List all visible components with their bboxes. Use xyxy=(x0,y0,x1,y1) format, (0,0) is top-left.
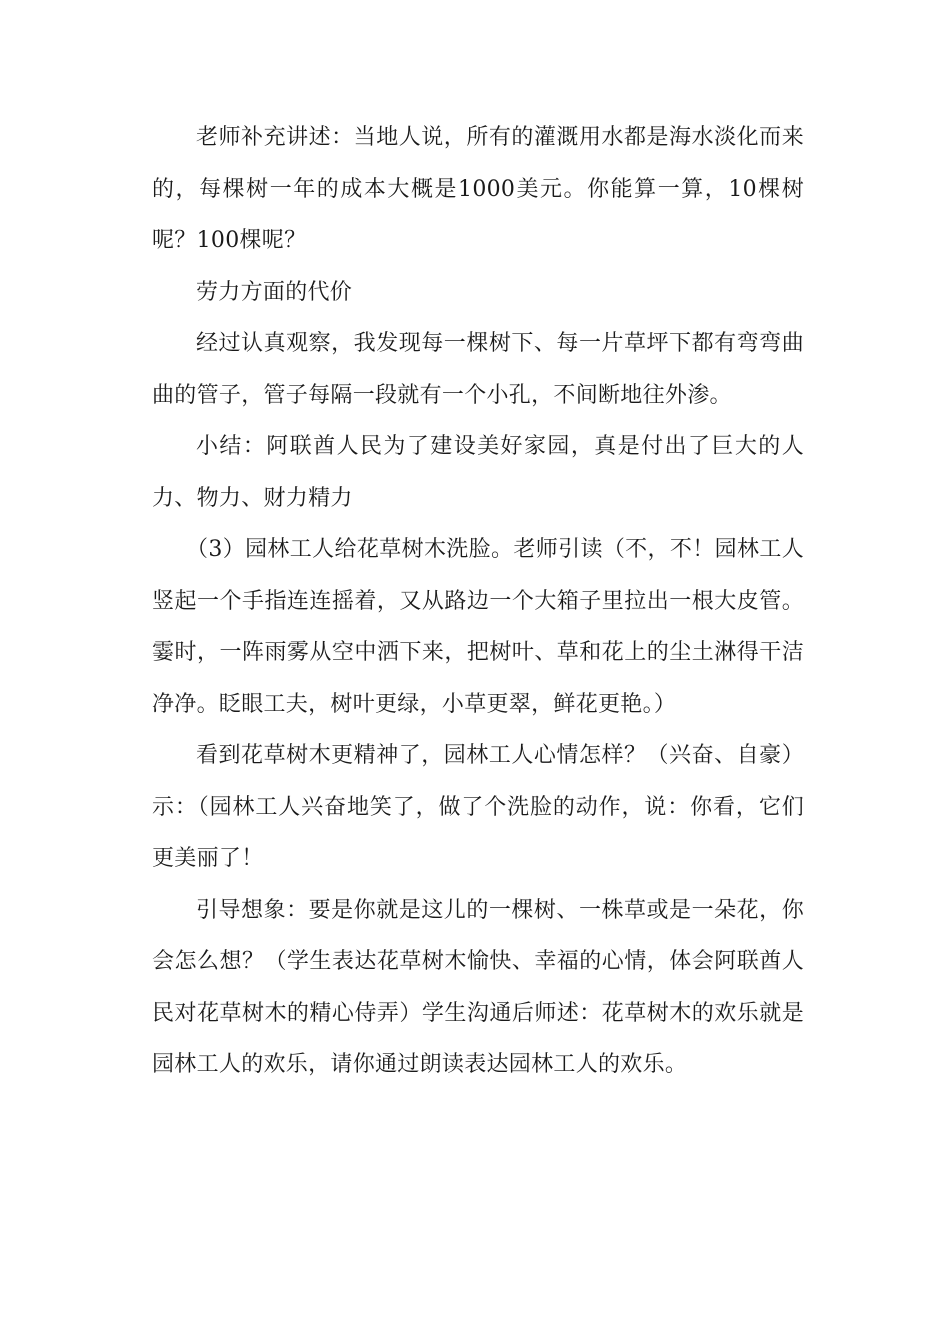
paragraph-imagination-guide: 引导想象：要是你就是这儿的一棵树、一株草或是一朵花，你会怎么想？（学生表达花草树木愉快、幸福的心情，体会阿联酋人民对花草树木的精心侍弄）学生沟通后师述：花草树木的欢乐就是园林工人的欢乐，请你通过朗读表达园林工人的欢乐。 xyxy=(152,897,804,1077)
paragraph-labor-cost-heading: 劳力方面的代价 xyxy=(196,279,353,305)
paragraph-gardener-mood: 看到花草树木更精神了，园林工人心情怎样？（兴奋、自豪）示：（园林工人兴奋地笑了，做了个洗脸的动作，说：你看，它们更美丽了！ xyxy=(152,743,804,871)
paragraph-gardener-washing: （3）园林工人给花草树木洗脸。老师引读（不，不！园林工人竖起一个手指连连摇着，又从路边一个大箱子里拉出一根大皮管。霎时，一阵雨雾从空中洒下来，把树叶、草和花上的尘土淋得干洁净净。眨眼工夫，树叶更绿，小草更翠，鲜花更艳。） xyxy=(152,537,804,717)
paragraph-summary: 小结：阿联酋人民为了建设美好家园，真是付出了巨大的人力、物力、财力精力 xyxy=(152,434,804,511)
paragraph-observation: 经过认真观察，我发现每一棵树下、每一片草坪下都有弯弯曲曲的管子，管子每隔一段就有一个小孔，不间断地往外渗。 xyxy=(152,331,804,408)
document-body xyxy=(152,112,804,1091)
paragraph-teacher-supplement: 老师补充讲述：当地人说，所有的灌溉用水都是海水淡化而来的，每棵树一年的成本大概是1000美元。你能算一算，10棵树呢？100棵呢？ xyxy=(152,125,804,253)
